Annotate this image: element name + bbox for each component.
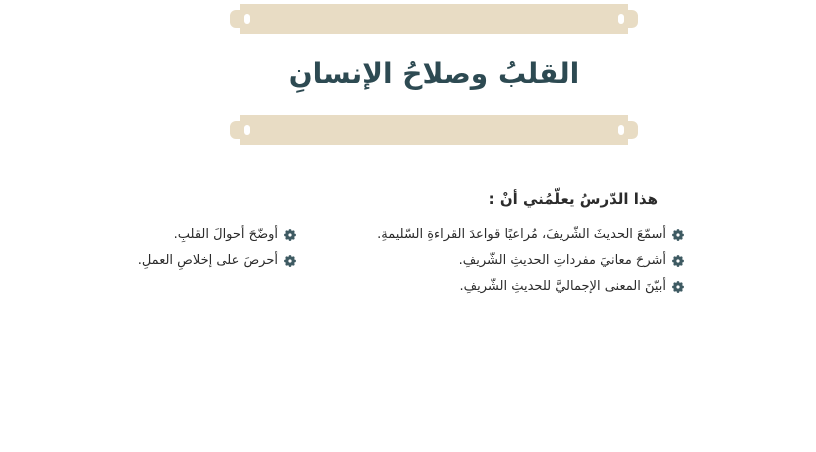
list-item [377,274,684,300]
flower-bullet-icon [284,229,296,241]
objective-text: أشرحَ معانيَ مفرداتِ الحديثِ الشّريفِ. [458,253,666,268]
list-item [377,222,684,248]
flower-bullet-icon [672,229,684,241]
ornament-left [220,115,240,145]
flower-bullet-icon [672,281,684,293]
notch-left [244,14,250,24]
lesson-title: القلبُ وصلاحُ الإنسانِ [288,57,580,90]
banner-top-band [220,4,648,34]
flower-bullet-icon [284,255,296,267]
notch-left [244,125,250,135]
title-banner [220,4,648,146]
objective-text: أوضّحَ أحوالَ القلبِ. [173,227,278,242]
objectives-list-right [377,222,684,300]
notch-right [618,14,624,24]
banner-bottom-band [220,115,648,145]
list-item [138,222,296,248]
objectives-heading: هذا الدّرسُ يعلّمُني أنْ : [488,190,658,208]
list-item [138,248,296,274]
ornament-right [628,4,648,34]
notch-right [618,125,624,135]
flower-bullet-icon [672,255,684,267]
objectives-list-left [138,222,296,274]
objective-text: أسمّعَ الحديثَ الشّريفَ، مُراعيًا قواعدَ القراءةِ السّليمةِ. [377,227,666,242]
objective-text: أبيّنَ المعنى الإجماليَّ للحديثِ الشّريفِ. [459,279,666,294]
ornament-right [628,115,648,145]
ornament-left [220,4,240,34]
list-item [377,248,684,274]
objective-text: أحرصَ على إخلاصِ العملِ. [137,253,278,268]
